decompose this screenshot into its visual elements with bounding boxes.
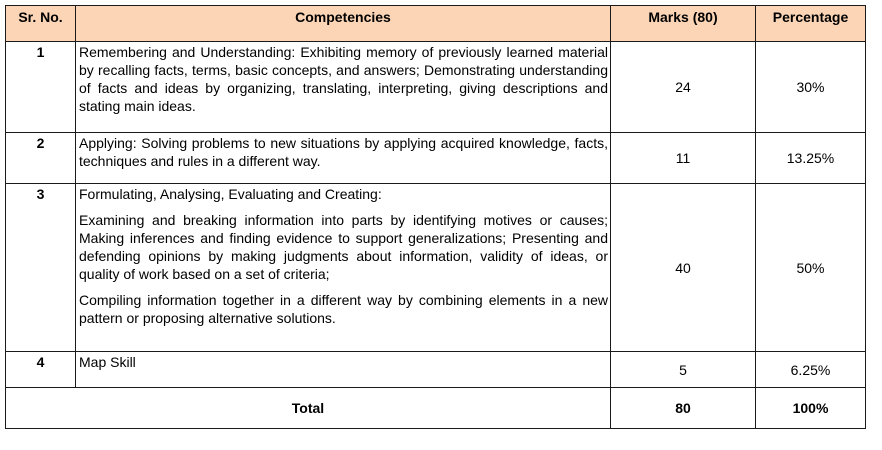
row-1-percentage: 30% (756, 42, 866, 133)
row-3-paragraph-3: Compiling information together in a different way by combining elements in a new pattern or proposing alternative solutions. (79, 292, 608, 326)
row-2-percentage: 13.25% (756, 133, 866, 184)
header-marks: Marks (80) (611, 6, 756, 42)
row-3-paragraph-2: Examining and breaking information into parts by identifying motives or causes; Making inferences and finding evidence to support generalizations; Presenting and defending opinions by making judgments about information, validity of ideas, or quality of work based on a set of criteria; (79, 212, 608, 282)
row-4-sr: 4 (6, 352, 76, 388)
row-3-paragraph-1: Formulating, Analysing, Evaluating and Creating: (79, 186, 382, 202)
total-label: Total (6, 388, 611, 429)
total-row (6, 388, 866, 429)
header-percentage: Percentage (756, 6, 866, 42)
row-3-sr: 3 (6, 184, 76, 352)
row-3-percentage: 50% (756, 184, 866, 352)
row-1-paragraph-1: Remembering and Understanding: Exhibiting memory of previously learned material by recalling facts, terms, basic concepts, and answers; Demonstrating understanding of facts and ideas by organizing, translating, interpreting, giving descriptions and stating main ideas. (79, 44, 608, 114)
competencies-table (5, 5, 866, 429)
row-1-sr: 1 (6, 42, 76, 133)
row-4-competency (76, 352, 611, 388)
total-marks: 80 (611, 388, 756, 429)
table-row (6, 133, 866, 184)
header-row (6, 6, 866, 42)
row-4-marks: 5 (611, 352, 756, 388)
total-percentage: 100% (756, 388, 866, 429)
row-1-competency (76, 42, 611, 133)
header-sr-no: Sr. No. (6, 6, 76, 42)
row-1-marks: 24 (611, 42, 756, 133)
row-2-marks: 11 (611, 133, 756, 184)
table-row (6, 184, 866, 352)
row-2-competency (76, 133, 611, 184)
table-row (6, 42, 866, 133)
row-3-competency (76, 184, 611, 352)
table-row (6, 352, 866, 388)
row-2-sr: 2 (6, 133, 76, 184)
row-2-paragraph-1: Applying: Solving problems to new situations by applying acquired knowledge, facts, techniques and rules in a different way. (79, 135, 608, 169)
header-competencies: Competencies (76, 6, 611, 42)
row-3-marks: 40 (611, 184, 756, 352)
row-4-percentage: 6.25% (756, 352, 866, 388)
row-4-paragraph-1: Map Skill (79, 354, 136, 370)
